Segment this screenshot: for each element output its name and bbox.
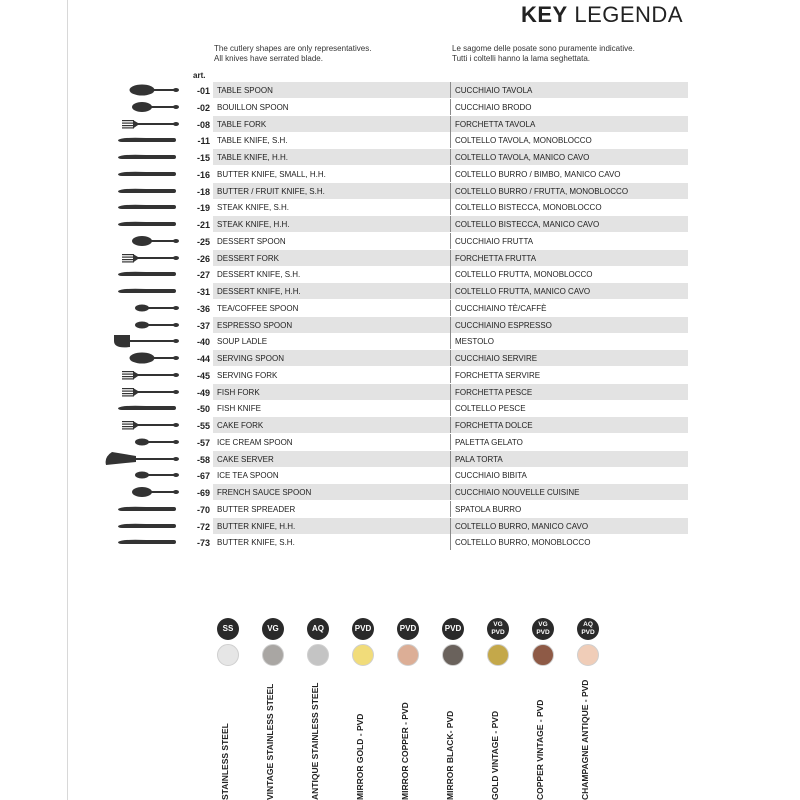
name-english: ICE CREAM SPOON [217, 437, 293, 447]
knife-icon [100, 216, 180, 232]
name-italian: CUCCHIAIO BIBITA [455, 471, 527, 481]
finish-label: CHAMPAGNE ANTIQUE - PVD [580, 679, 590, 800]
badge-text: VG [538, 621, 548, 628]
name-english: BOUILLON SPOON [217, 102, 289, 112]
name-italian: COLTELLO BISTECCA, MONOBLOCCO [455, 203, 602, 213]
finish-item [343, 618, 383, 800]
name-english: SERVING SPOON [217, 354, 284, 363]
table-row [0, 166, 800, 183]
name-english: SERVING FORK [217, 370, 278, 380]
badge-text: AQ [312, 624, 324, 633]
finish-badge [487, 618, 509, 640]
badge-text: VG [493, 621, 503, 628]
finish-badge [262, 618, 284, 640]
name-english: DESSERT KNIFE, H.H. [217, 287, 301, 296]
column-divider [450, 82, 451, 98]
table-row [0, 99, 800, 116]
article-code: -16 [196, 169, 210, 180]
name-italian: FORCHETTA TAVOLA [455, 119, 536, 129]
column-divider [450, 484, 451, 500]
article-code: -08 [196, 119, 210, 130]
article-code: -72 [196, 521, 210, 532]
fork-icon [100, 384, 180, 400]
knife-icon [100, 166, 180, 182]
column-divider [450, 317, 451, 333]
badge-text: PVD [581, 629, 595, 636]
spoon-icon [100, 99, 180, 115]
note-line: The cutlery shapes are only representatives. [214, 44, 372, 53]
article-code: -26 [196, 253, 210, 264]
article-code: -25 [196, 236, 210, 247]
name-english: ESPRESSO SPOON [217, 320, 293, 330]
finish-swatch [532, 644, 554, 666]
finish-label: ANTIQUE STAINLESS STEEL [310, 682, 320, 800]
finish-swatch [352, 644, 374, 666]
name-english: DESSERT FORK [217, 253, 279, 263]
name-italian: FORCHETTA PESCE [455, 387, 533, 397]
name-italian: CUCCHIAIO SERVIRE [455, 354, 538, 363]
title-legenda: LEGENDA [574, 2, 683, 27]
name-italian: COLTELLO FRUTTA, MONOBLOCCO [455, 270, 593, 280]
name-english: TEA/COFFEE SPOON [217, 303, 299, 313]
spoon-icon [100, 434, 180, 450]
article-code: -73 [196, 538, 210, 549]
column-divider [450, 534, 451, 550]
finish-legend [208, 618, 608, 800]
knife-icon [100, 266, 180, 282]
name-italian: CUCCHIAIO TAVOLA [455, 86, 533, 95]
column-divider [450, 434, 451, 450]
knife-icon [100, 501, 180, 517]
name-english: TABLE FORK [217, 119, 267, 129]
finish-badge [532, 618, 554, 640]
fork-icon [100, 367, 180, 383]
table-row [0, 350, 800, 367]
finish-item [433, 618, 473, 800]
finish-label: VINTAGE STAINLESS STEEL [265, 683, 275, 800]
spoon-icon [100, 317, 180, 333]
table-row [0, 501, 800, 518]
column-divider [450, 250, 451, 266]
name-italian: COLTELLO TAVOLA, MONOBLOCCO [455, 136, 592, 146]
name-english: BUTTER SPREADER [217, 504, 296, 514]
article-code: -01 [196, 86, 210, 96]
table-row [0, 317, 800, 334]
spoon-icon [100, 350, 180, 366]
table-row [0, 250, 800, 267]
column-divider [450, 283, 451, 299]
table-row [0, 283, 800, 300]
badge-text: PVD [399, 624, 417, 633]
table-row [0, 434, 800, 451]
name-italian: CUCCHIAINO TÈ/CAFFÈ [455, 303, 547, 313]
table-row [0, 149, 800, 166]
article-code: -49 [196, 387, 210, 398]
fork-icon [100, 417, 180, 433]
column-divider [450, 333, 451, 349]
name-italian: COLTELLO FRUTTA, MANICO CAVO [455, 287, 591, 296]
finish-item [388, 618, 428, 800]
column-divider [450, 518, 451, 534]
article-code: -44 [196, 354, 210, 364]
knife-icon [100, 149, 180, 165]
article-code: -18 [196, 186, 210, 197]
server-icon [100, 451, 180, 467]
column-divider [450, 199, 451, 215]
finish-item [568, 618, 608, 800]
name-italian: COLTELLO PESCE [455, 404, 526, 414]
finish-item [298, 618, 338, 800]
name-english: FISH KNIFE [217, 404, 262, 414]
article-code: -37 [196, 320, 210, 331]
finish-swatch [262, 644, 284, 666]
finish-item [208, 618, 248, 800]
spoon-icon [100, 467, 180, 483]
finish-item [523, 618, 563, 800]
name-italian: COLTELLO BURRO, MONOBLOCCO [455, 538, 591, 548]
article-code: -55 [196, 421, 210, 431]
ladle-icon [100, 333, 180, 349]
article-code: -15 [196, 153, 210, 163]
column-divider [450, 467, 451, 483]
table-row [0, 534, 800, 551]
column-divider [450, 216, 451, 232]
name-english: DESSERT KNIFE, S.H. [217, 270, 301, 280]
table-row [0, 183, 800, 200]
name-english: BUTTER KNIFE, SMALL, H.H. [217, 169, 326, 179]
badge-text: SS [222, 624, 234, 633]
column-divider [450, 99, 451, 115]
article-code: -27 [196, 270, 210, 281]
table-row [0, 82, 800, 99]
finish-badge [307, 618, 329, 640]
finish-label: COPPER VINTAGE - PVD [535, 699, 545, 800]
name-english: STEAK KNIFE, H.H. [217, 220, 290, 229]
article-code: -50 [196, 404, 210, 415]
note-italian [452, 44, 635, 64]
name-english: FISH FORK [217, 387, 260, 397]
table-row [0, 484, 800, 501]
spoon-icon [100, 233, 180, 249]
table-row [0, 199, 800, 216]
name-english: BUTTER / FRUIT KNIFE, S.H. [217, 186, 325, 196]
fork-icon [100, 116, 180, 132]
name-italian: CUCCHIAINO ESPRESSO [455, 320, 552, 330]
knife-icon [100, 518, 180, 534]
name-italian: COLTELLO TAVOLA, MANICO CAVO [455, 153, 590, 162]
table-row [0, 417, 800, 434]
column-divider [450, 116, 451, 132]
name-english: TABLE SPOON [217, 86, 273, 95]
name-italian: COLTELLO BURRO / BIMBO, MANICO CAVO [455, 169, 621, 179]
finish-label: GOLD VINTAGE - PVD [490, 710, 500, 800]
column-divider [450, 501, 451, 517]
badge-text: PVD [536, 629, 550, 636]
name-english: ICE TEA SPOON [217, 471, 279, 481]
note-english [214, 44, 371, 64]
finish-swatch [577, 644, 599, 666]
title-key: KEY [520, 2, 568, 27]
table-row [0, 233, 800, 250]
article-code: -58 [196, 454, 210, 465]
table-row [0, 384, 800, 401]
name-english: SOUP LADLE [217, 337, 268, 347]
column-divider [450, 350, 451, 366]
finish-item [253, 618, 293, 800]
finish-label: MIRROR BLACK- PVD [445, 710, 455, 800]
finish-swatch [397, 644, 419, 666]
name-english: BUTTER KNIFE, H.H. [217, 521, 296, 531]
finish-badge [577, 618, 599, 640]
finish-swatch [307, 644, 329, 666]
table-row [0, 300, 800, 317]
column-divider [450, 384, 451, 400]
table-row [0, 216, 800, 233]
table-row [0, 400, 800, 417]
name-english: DESSERT SPOON [217, 236, 286, 246]
badge-text: VG [267, 624, 279, 633]
article-code: -36 [196, 303, 210, 314]
name-italian: SPATOLA BURRO [455, 504, 522, 514]
name-italian: FORCHETTA FRUTTA [455, 253, 537, 263]
name-english: STEAK KNIFE, S.H. [217, 203, 290, 213]
column-divider [450, 417, 451, 433]
table-row [0, 367, 800, 384]
name-italian: CUCCHIAIO BRODO [455, 102, 532, 112]
finish-badge [352, 618, 374, 640]
fork-icon [100, 250, 180, 266]
column-divider [450, 451, 451, 467]
badge-text: PVD [354, 624, 372, 633]
column-divider [450, 266, 451, 282]
name-english: TABLE KNIFE, H.H. [217, 153, 288, 162]
knife-icon [100, 534, 180, 550]
knife-icon [100, 199, 180, 215]
name-italian: COLTELLO BISTECCA, MANICO CAVO [455, 220, 600, 229]
finish-swatch [217, 644, 239, 666]
table-row [0, 451, 800, 468]
name-italian: FORCHETTA DOLCE [455, 421, 533, 430]
name-italian: CUCCHIAIO FRUTTA [455, 236, 534, 246]
name-italian: FORCHETTA SERVIRE [455, 370, 541, 380]
column-divider [450, 367, 451, 383]
column-divider [450, 400, 451, 416]
name-italian: COLTELLO BURRO / FRUTTA, MONOBLOCCO [455, 186, 629, 196]
badge-text: AQ [583, 621, 593, 628]
article-code: -69 [196, 488, 210, 498]
name-english: FRENCH SAUCE SPOON [217, 488, 312, 497]
note-line: Tutti i coltelli hanno la lama seghettata. [452, 54, 591, 63]
article-code: -57 [196, 437, 210, 448]
column-divider [450, 166, 451, 182]
finish-label: STAINLESS STEEL [220, 723, 230, 800]
article-code: -31 [196, 287, 210, 297]
column-divider [450, 183, 451, 199]
column-divider [450, 233, 451, 249]
finish-badge [442, 618, 464, 640]
name-italian: COLTELLO BURRO, MANICO CAVO [455, 521, 589, 531]
finish-swatch [442, 644, 464, 666]
table-row [0, 116, 800, 133]
finish-label: MIRROR COPPER - PVD [400, 702, 410, 800]
badge-text: PVD [491, 629, 505, 636]
finish-badge [217, 618, 239, 640]
finish-label: MIRROR GOLD - PVD [355, 713, 365, 800]
knife-icon [100, 183, 180, 199]
badge-text: PVD [444, 624, 462, 633]
table-row [0, 333, 800, 350]
article-code: -02 [196, 102, 210, 113]
knife-icon [100, 283, 180, 299]
table-row [0, 266, 800, 283]
finish-badge [397, 618, 419, 640]
table-row [0, 132, 800, 149]
note-line: All knives have serrated blade. [214, 54, 323, 63]
article-code: -19 [196, 203, 210, 214]
name-italian: PALA TORTA [455, 454, 503, 464]
name-italian: MESTOLO [455, 337, 494, 347]
spoon-icon [100, 82, 180, 98]
knife-icon [100, 400, 180, 416]
finish-item [478, 618, 518, 800]
name-english: CAKE FORK [217, 421, 264, 430]
name-english: CAKE SERVER [217, 454, 274, 464]
name-italian: CUCCHIAIO NOUVELLE CUISINE [455, 488, 580, 497]
column-divider [450, 300, 451, 316]
name-english: BUTTER KNIFE, S.H. [217, 538, 295, 548]
knife-icon [100, 132, 180, 148]
column-divider [450, 132, 451, 148]
article-code: -40 [196, 337, 210, 348]
finish-swatch [487, 644, 509, 666]
spoon-icon [100, 300, 180, 316]
column-divider [450, 149, 451, 165]
spoon-icon [100, 484, 180, 500]
article-code: -45 [196, 370, 210, 381]
article-code: -70 [196, 504, 210, 515]
art-column-header: art. [193, 71, 206, 80]
name-english: TABLE KNIFE, S.H. [217, 136, 288, 146]
article-code: -11 [197, 136, 210, 147]
table-row [0, 518, 800, 535]
article-code: -21 [196, 220, 210, 230]
page-title [521, 2, 683, 28]
note-line: Le sagome delle posate sono puramente indicative. [452, 44, 635, 53]
article-code: -67 [196, 471, 210, 482]
name-italian: PALETTA GELATO [455, 437, 523, 447]
table-row [0, 467, 800, 484]
